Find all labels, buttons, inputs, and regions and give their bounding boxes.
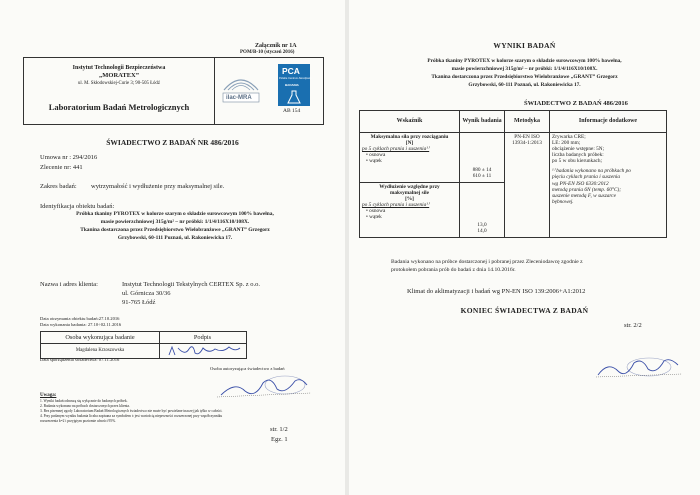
indicator-item: • wątek (366, 158, 382, 165)
climate-note: Klimat do aklimatyzacji i badań wg PN-EN ISO 139:2006+A1:2012 (407, 288, 586, 295)
indicator-item: • osnowa (366, 152, 386, 159)
tester-table (40, 331, 247, 359)
person-header: Osoba wykonująca badanie (65, 334, 135, 341)
result-value: 13,0 (477, 221, 487, 228)
authorized-label: Osoba autoryzująca świadectwo z badań (210, 366, 285, 371)
column-header: Metodyka (505, 111, 550, 133)
annex-line1: Załącznik nr 1A (255, 43, 297, 49)
institute-short: „MORATEX” (99, 72, 139, 79)
authorizer-signature (215, 373, 315, 401)
ab-number: AB 154 (283, 108, 301, 114)
footer-line1: Badania wykonano na próbce dostarczonej i pobranej przez Zleceniodawcę zgodnie z (391, 259, 583, 265)
date-tested: Data wykonania badania: 27.10÷02.11.2016 (40, 322, 122, 327)
info-note-line: bębnowej. (552, 198, 574, 205)
results-table (359, 110, 667, 238)
page-number: str. 2/2 (624, 322, 642, 329)
indicator-item: • wątek (366, 214, 382, 221)
indicator-note: po 5 cyklach prania i suszenia¹⁾ (362, 202, 430, 209)
page-number: str. 1/2 (270, 426, 288, 433)
indicator-title: Wydłużenie względne przy (379, 184, 440, 190)
scope-label: Zakres badań: (40, 183, 77, 190)
info-note-line: pięciu cyklach prania i suszenia (552, 174, 620, 181)
header-box (23, 57, 324, 125)
sample-line2: masie powierzchniowej 315g/m² – nr próbki: 1/1/4/116X10/108X. (451, 66, 598, 72)
indicator-cell-force (360, 133, 460, 183)
certificate-page-2 (349, 0, 700, 495)
info-note-line: ¹⁾ badania wykonano na próbkach po (552, 168, 631, 175)
certificate-title: ŚWIADECTWO Z BADAŃ NR 486/2016 (106, 138, 239, 147)
scope-value: wytrzymałość i wydłużenie przy maksymalnej sile. (91, 183, 225, 190)
indicator-cell-elongation (360, 183, 460, 238)
signature-header: Podpis (193, 334, 212, 341)
object-line4: Grzybowski, 60-111 Poznań, ul. Rakoniewicka 17. (117, 235, 233, 241)
info-note-line: metodą prania 6N (temp. 60°C); (552, 186, 622, 193)
institute-address: ul. M. Skłodowskiej-Curie 3; 90-505 Łódź (78, 81, 160, 86)
pca-sub: Polskie Centrum Akredytacji (279, 77, 312, 80)
object-label: Identyfikacja obiektu badań: (40, 203, 115, 210)
indicator-item: • osnowa (366, 208, 386, 215)
note-item: 1. Wyniki badań odnoszą się wyłącznie do badanych próbek. (40, 399, 128, 403)
sample-line4: Grzybowski, 60-111 Poznań, ul. Rakoniewicka 17. (468, 82, 581, 88)
sample-line3: Tkanina dostarczona przez Przedsiębiorstwo Wielobranżowe „GRANT” Grzegorz (431, 74, 618, 80)
info-note-line: wg PN-EN ISO 6330:2012 (552, 180, 609, 187)
pca-logo (274, 64, 314, 118)
date-received: Data otrzymania obiektu badań:27.10.2016 (40, 316, 120, 321)
person-name: Magdalena Krzoszowska (75, 348, 125, 353)
result-cell-elongation (460, 183, 505, 238)
note-item: 3. Bez pisemnej zgody Laboratorium Badań Metrologicznych świadectwo nie może być powielane inaczej jak tylko w całości. (40, 409, 223, 413)
client-line1: Instytut Technologii Tekstylnych CERTEX Sp. z o.o. (122, 281, 261, 288)
note-item: 4. Przy podanym wyniku badania liczba zapisana za symbolem ± jest wartością niepewności rozszerzonej przy współczynniku (40, 414, 223, 418)
client-line2: ul. Górnicza 30/36 (122, 290, 171, 297)
info-line: liczba badanych próbek: (552, 152, 604, 159)
info-line: Zrywarka CRE; (552, 134, 586, 140)
ilac-mra-logo (220, 68, 262, 108)
pca-sub2: BADANIA (285, 83, 299, 87)
result-value: 14,0 (477, 227, 487, 234)
indicator-note: po 5 cyklach prania i suszenia¹⁾ (362, 146, 430, 153)
end-title: KONIEC ŚWIADECTWA Z BADAŃ (460, 306, 589, 315)
annex-line2: POM/B-10 (styczeń 2016) (240, 50, 295, 55)
indicator-unit: [%] (405, 196, 414, 203)
institute-name: Instytut Technologii Bezpieczeństwa (72, 65, 166, 71)
tester-signature (165, 344, 243, 358)
contract-number: Umowa nr : 294/2016 (40, 154, 98, 161)
footer-line2: protokołem pobrania prób do badań z dnia 14.10.2016r. (391, 267, 516, 273)
info-line: po 5 w obu kierunkach; (552, 158, 603, 165)
notes-title: Uwaga: (40, 393, 57, 398)
authorizer-signature (594, 355, 684, 381)
results-title: WYNIKI BADAŃ (493, 41, 556, 50)
column-header: Wskaźnik (360, 111, 460, 133)
copy-number: Egz. 1 (271, 436, 288, 443)
object-line2: masie powierzchniowej 315g/m² – nr próbki: 1/1/4/116X10/108X. (100, 219, 250, 225)
note-item: 2. Badania wykonano na próbach dostarczonych przez klienta. (40, 404, 130, 408)
certificate-page-1 (0, 0, 345, 495)
result-value: 880 ± 14 (472, 166, 492, 173)
indicator-title: maksymalnej sile (390, 190, 429, 197)
ilac-label: ilac-MRA (226, 95, 252, 101)
sample-line1: Próbka tkaniny PYROTEX w kolorze szarym o składzie surowcowym 100% bawełna, (427, 58, 622, 64)
indicator-unit: [N] (405, 140, 414, 147)
column-header: Informacje dodatkowe (550, 111, 667, 133)
result-cell-force (460, 133, 505, 183)
info-line: LE: 200 mm; (552, 140, 581, 147)
table-row (360, 133, 667, 183)
method-cell (505, 133, 550, 238)
column-header: Wynik badania (460, 111, 505, 133)
info-cell (550, 133, 667, 238)
object-line1: Próbka tkaniny PYROTEX w kolorze szarym o składzie surowcowym 100% bawełna, (76, 211, 274, 217)
ilac-globe-icon (220, 68, 262, 108)
method-line: PN-EN ISO (514, 134, 540, 140)
info-note-line: suszenie metodą F, w suszarce (552, 192, 617, 199)
table-header-row (360, 111, 667, 133)
client-line3: 91-765 Łódź (122, 299, 156, 306)
certificate-reference: ŚWIADECTWO Z BADAŃ 486/2016 (524, 100, 628, 107)
flask-icon (287, 90, 301, 104)
note-item: rozszerzenia k=2 i przyjętym poziomie ufności 95%. (40, 419, 116, 423)
client-label: Nazwa i adres klienta: (40, 281, 98, 288)
info-line: obciążenie wstępne: 5N; (552, 146, 605, 153)
lab-name: Laboratorium Badań Metrologicznych (48, 102, 190, 112)
pca-label: PCA (282, 66, 300, 76)
order-number: Zlecenie nr: 441 (40, 164, 83, 171)
method-line: 13934-1:2013 (512, 140, 542, 147)
indicator-title: Maksymalna siła przy rozciąganiu (370, 134, 449, 140)
date-prepared: Data sporządzenia świadectwa: 07.11.2016 (40, 357, 120, 362)
object-line3: Tkanina dostarczona przez Przedsiębiorstwo Wielobranżowe „GRANT” Grzegorz (80, 227, 270, 233)
result-value: 610 ± 11 (472, 172, 492, 179)
